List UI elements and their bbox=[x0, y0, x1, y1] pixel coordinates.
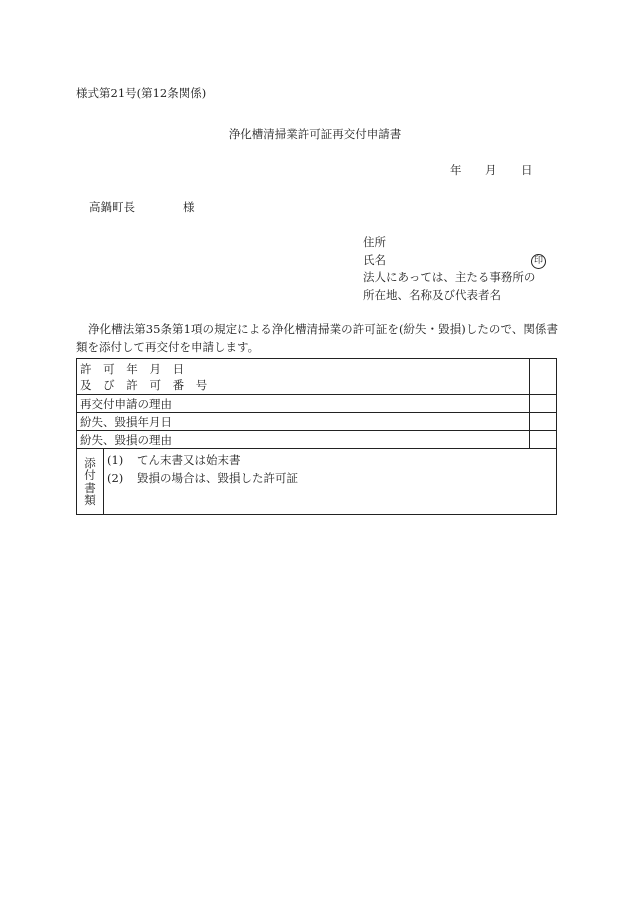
application-table bbox=[76, 358, 557, 515]
date-year-label: 年 bbox=[450, 163, 462, 177]
table-row-loss-date bbox=[77, 413, 557, 431]
permit-date-number-label bbox=[77, 359, 530, 395]
addressee-honorific: 様 bbox=[183, 200, 195, 214]
reissue-reason-label: 再交付申請の理由 bbox=[77, 395, 530, 413]
date-day-label: 日 bbox=[521, 163, 533, 177]
reissue-reason-field[interactable] bbox=[530, 395, 557, 413]
corporation-note-line2: 所在地、名称及び代表者名 bbox=[363, 287, 501, 302]
document-title: 浄化槽清掃業許可証再交付申請書 bbox=[228, 127, 402, 141]
loss-date-field[interactable] bbox=[530, 413, 557, 431]
table-row-permit-date-number bbox=[77, 359, 557, 395]
address-label: 住所 bbox=[363, 235, 386, 249]
applicant-block bbox=[363, 234, 535, 304]
loss-date-label: 紛失、毀損年月日 bbox=[77, 413, 530, 431]
table-row-attachments bbox=[77, 449, 557, 515]
addressee-name: 高鍋町長 bbox=[89, 200, 135, 214]
attachment-item: (1) てん末書又は始末書 bbox=[107, 453, 241, 467]
form-number: 様式第21号(第12条関係) bbox=[76, 86, 207, 100]
permit-date-label-line2: 及 び 許 可 番 号 bbox=[80, 377, 212, 392]
permit-date-number-field[interactable] bbox=[530, 359, 557, 395]
table-row-loss-reason bbox=[77, 431, 557, 449]
table-row-reissue-reason bbox=[77, 395, 557, 413]
name-label: 氏名 bbox=[363, 252, 386, 267]
loss-reason-label: 紛失、毀損の理由 bbox=[77, 431, 530, 449]
attachment-item: (2) 毀損の場合は、毀損した許可証 bbox=[107, 470, 298, 485]
date-month-label: 月 bbox=[485, 163, 497, 177]
attachments-list bbox=[104, 449, 557, 515]
loss-reason-field[interactable] bbox=[530, 431, 557, 449]
application-statement: 浄化槽法第35条第1項の規定による浄化槽清掃業の許可証を(紛失・毀損)したので、関係書類を添付して再交付を申請します。 bbox=[76, 322, 558, 354]
corporation-note-line1: 法人にあっては、主たる事務所の bbox=[363, 270, 536, 284]
permit-date-label-line1: 許 可 年 月 日 bbox=[80, 361, 189, 376]
seal-mark: 印 bbox=[531, 254, 546, 269]
attachments-label: 添 付 書 類 bbox=[77, 449, 104, 515]
